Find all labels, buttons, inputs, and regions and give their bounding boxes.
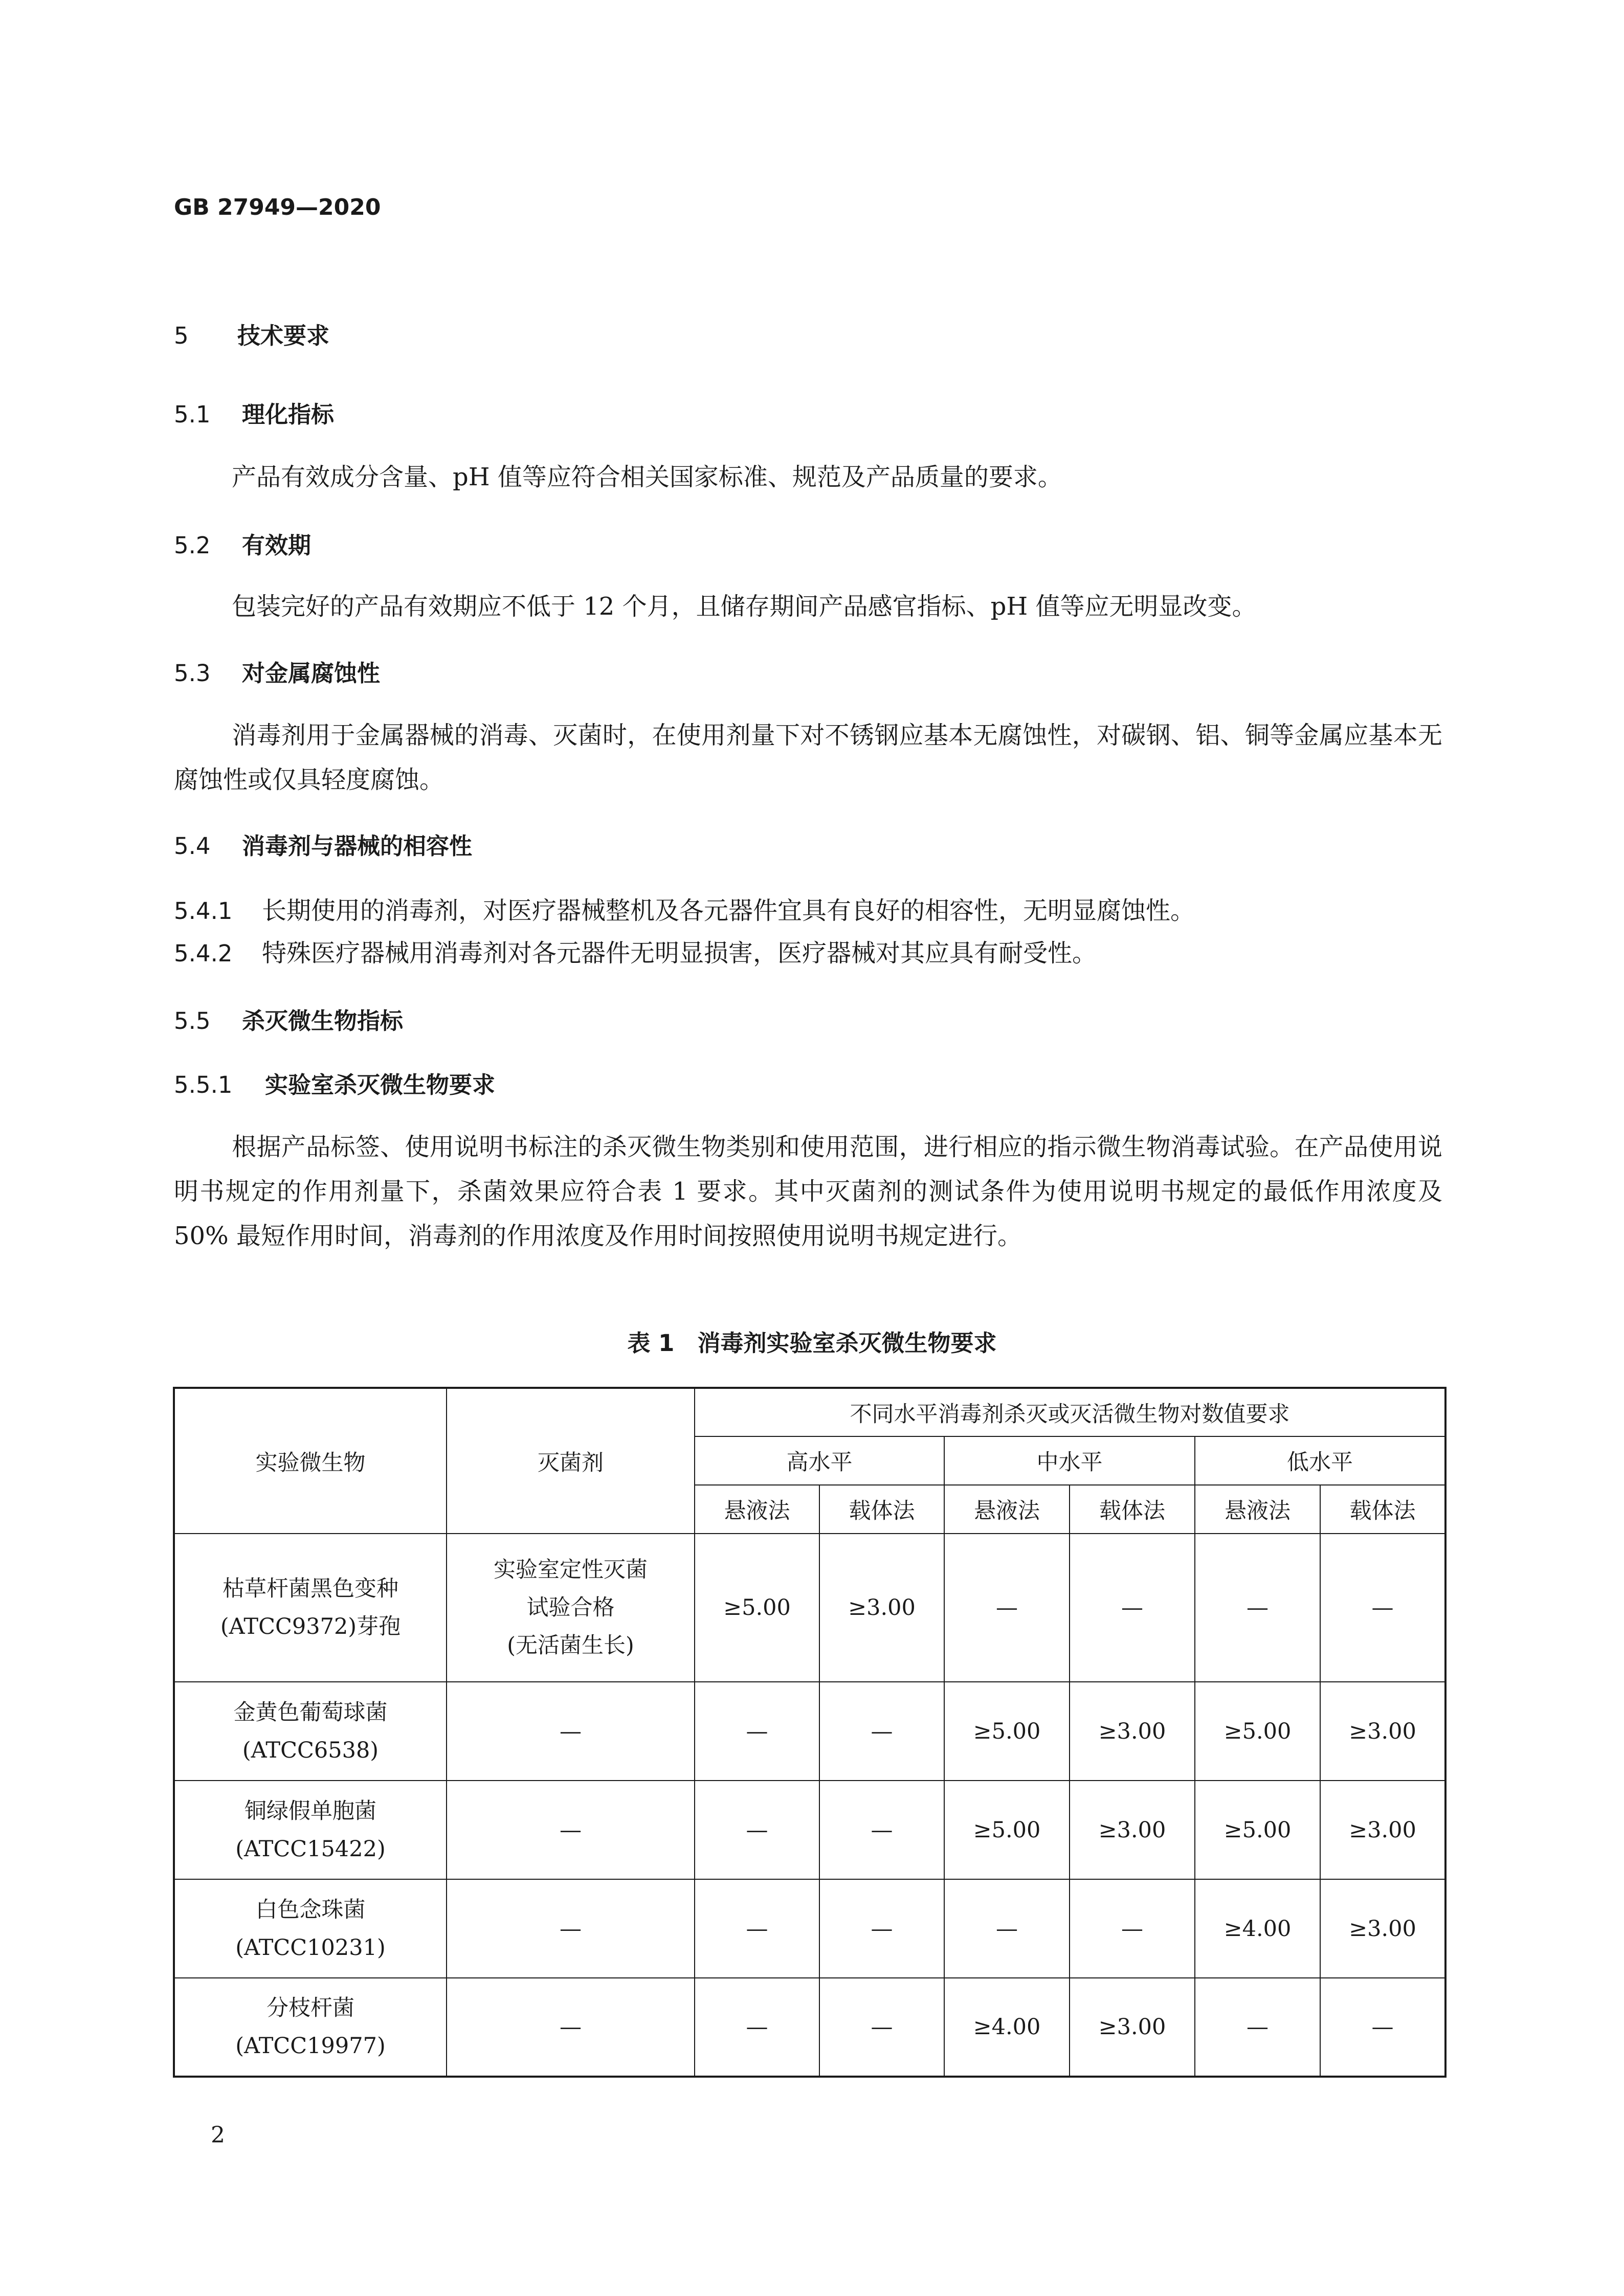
section-title: 理化指标 — [242, 401, 335, 428]
section-5-4-heading — [174, 827, 472, 861]
section-title: 消毒剂与器械的相容性 — [242, 832, 473, 860]
clause-text: 特殊医疗器械用消毒剂对各元器件无明显损害，医疗器械对其应具有耐受性。 — [262, 939, 1097, 967]
value-cell: ≥3.00 — [1070, 1781, 1195, 1879]
sterilant-cell: — — [447, 1682, 695, 1781]
col-header-carrier: 载体法 — [1320, 1485, 1445, 1534]
value-cell: — — [819, 1781, 944, 1879]
value-cell: — — [1070, 1879, 1195, 1978]
col-header-suspension: 悬液法 — [1195, 1485, 1320, 1534]
section-title: 实验室杀灭微生物要求 — [265, 1071, 496, 1098]
col-header-group: 不同水平消毒剂杀灭或灭活微生物对数值要求 — [695, 1388, 1445, 1436]
section-5-5-heading — [174, 1002, 403, 1036]
value-cell: — — [1195, 1978, 1320, 2077]
section-5-2-heading — [174, 527, 311, 560]
microbe-cell: 白色念珠菌 (ATCC10231) — [174, 1879, 447, 1978]
value-cell: ≥3.00 — [1320, 1879, 1445, 1978]
value-cell: — — [1195, 1534, 1320, 1682]
value-cell: — — [695, 1879, 819, 1978]
value-cell: ≥3.00 — [819, 1534, 944, 1682]
document-id: GB 27949—2020 — [174, 194, 381, 220]
section-number: 5.1 — [174, 401, 211, 428]
value-cell: — — [695, 1781, 819, 1879]
clause-number: 5.4.2 — [174, 940, 233, 967]
value-cell: — — [819, 1978, 944, 2077]
microbe-cell: 枯草杆菌黑色变种 (ATCC9372)芽孢 — [174, 1534, 447, 1682]
table-caption: 表 1 消毒剂实验室杀灭微生物要求 — [627, 1330, 997, 1357]
col-header-sterilant: 灭菌剂 — [447, 1388, 695, 1534]
section-5-heading — [174, 317, 329, 350]
section-number: 5.4 — [174, 832, 211, 860]
section-title: 对金属腐蚀性 — [242, 660, 381, 687]
col-header-carrier: 载体法 — [1070, 1485, 1195, 1534]
col-header-high-level: 高水平 — [695, 1436, 944, 1485]
section-5-3-text: 消毒剂用于金属器械的消毒、灭菌时，在使用剂量下对不锈钢应基本无腐蚀性，对碳钢、铝、铜等金属应基本无腐蚀性或仅具轻度腐蚀。 — [174, 721, 1442, 794]
section-5-3-heading — [174, 655, 380, 688]
sterilant-cell: — — [447, 1978, 695, 2077]
col-header-mid-level: 中水平 — [944, 1436, 1195, 1485]
page-number: 2 — [211, 2122, 225, 2148]
section-title: 技术要求 — [237, 322, 330, 349]
section-number: 5.3 — [174, 660, 211, 687]
section-number: 5.5.1 — [174, 1071, 233, 1098]
section-title: 杀灭微生物指标 — [242, 1007, 404, 1034]
value-cell: ≥3.00 — [1070, 1978, 1195, 2077]
section-number: 5.5 — [174, 1007, 211, 1034]
section-5-2-text: 包装完好的产品有效期应不低于 12 个月，且储存期间产品感官指标、pH 值等应无明显改变。 — [232, 592, 1257, 621]
section-number: 5 — [174, 322, 189, 349]
sterilant-cell: 实验室定性灭菌 试验合格 (无活菌生长) — [447, 1534, 695, 1682]
section-5-5-1-heading — [174, 1066, 495, 1099]
value-cell: ≥5.00 — [695, 1534, 819, 1682]
value-cell: ≥3.00 — [1320, 1781, 1445, 1879]
clause-5-4-1 — [174, 891, 1195, 926]
value-cell: — — [819, 1682, 944, 1781]
microbe-cell: 金黄色葡萄球菌 (ATCC6538) — [174, 1682, 447, 1781]
col-header-carrier: 载体法 — [819, 1485, 944, 1534]
sterilant-cell: — — [447, 1781, 695, 1879]
section-5-1-heading — [174, 396, 334, 429]
value-cell: ≥5.00 — [1195, 1781, 1320, 1879]
value-cell: — — [1070, 1534, 1195, 1682]
clause-text: 长期使用的消毒剂，对医疗器械整机及各元器件宜具有良好的相容性，无明显腐蚀性。 — [262, 896, 1195, 925]
col-header-low-level: 低水平 — [1195, 1436, 1445, 1485]
requirements-table — [173, 1387, 1447, 2078]
value-cell: ≥5.00 — [944, 1781, 1070, 1879]
table-row — [174, 1682, 1445, 1781]
value-cell: ≥5.00 — [944, 1682, 1070, 1781]
col-header-microbe: 实验微生物 — [174, 1388, 447, 1534]
value-cell: — — [1320, 1978, 1445, 2077]
table-row — [174, 1534, 1445, 1682]
clause-5-4-2 — [174, 933, 1097, 969]
value-cell: — — [944, 1534, 1070, 1682]
section-number: 5.2 — [174, 532, 211, 559]
value-cell: — — [819, 1879, 944, 1978]
table-row — [174, 1879, 1445, 1978]
value-cell: ≥5.00 — [1195, 1682, 1320, 1781]
section-5-1-text: 产品有效成分含量、pH 值等应符合相关国家标准、规范及产品质量的要求。 — [232, 463, 1062, 491]
table-row — [174, 1781, 1445, 1879]
col-header-suspension: 悬液法 — [944, 1485, 1070, 1534]
value-cell: — — [1320, 1534, 1445, 1682]
value-cell: ≥3.00 — [1320, 1682, 1445, 1781]
microbe-cell: 分枝杆菌 (ATCC19977) — [174, 1978, 447, 2077]
col-header-suspension: 悬液法 — [695, 1485, 819, 1534]
value-cell: ≥3.00 — [1070, 1682, 1195, 1781]
microbe-cell: 铜绿假单胞菌 (ATCC15422) — [174, 1781, 447, 1879]
value-cell: ≥4.00 — [1195, 1879, 1320, 1978]
section-5-5-1-text: 根据产品标签、使用说明书标注的杀灭微生物类别和使用范围，进行相应的指示微生物消毒试验。在产品使用说明书规定的作用剂量下，杀菌效果应符合表 1 要求。其中灭菌剂的测试条件为使用说明书规定的最低作用浓度及 50% 最短作用时间，消毒剂的作用浓度及作用时间按照使用说明书规定进行。 — [174, 1133, 1442, 1250]
table-row — [174, 1978, 1445, 2077]
value-cell: — — [944, 1879, 1070, 1978]
clause-number: 5.4.1 — [174, 897, 233, 925]
sterilant-cell: — — [447, 1879, 695, 1978]
section-title: 有效期 — [242, 532, 312, 559]
value-cell: ≥4.00 — [944, 1978, 1070, 2077]
value-cell: — — [695, 1978, 819, 2077]
value-cell: — — [695, 1682, 819, 1781]
